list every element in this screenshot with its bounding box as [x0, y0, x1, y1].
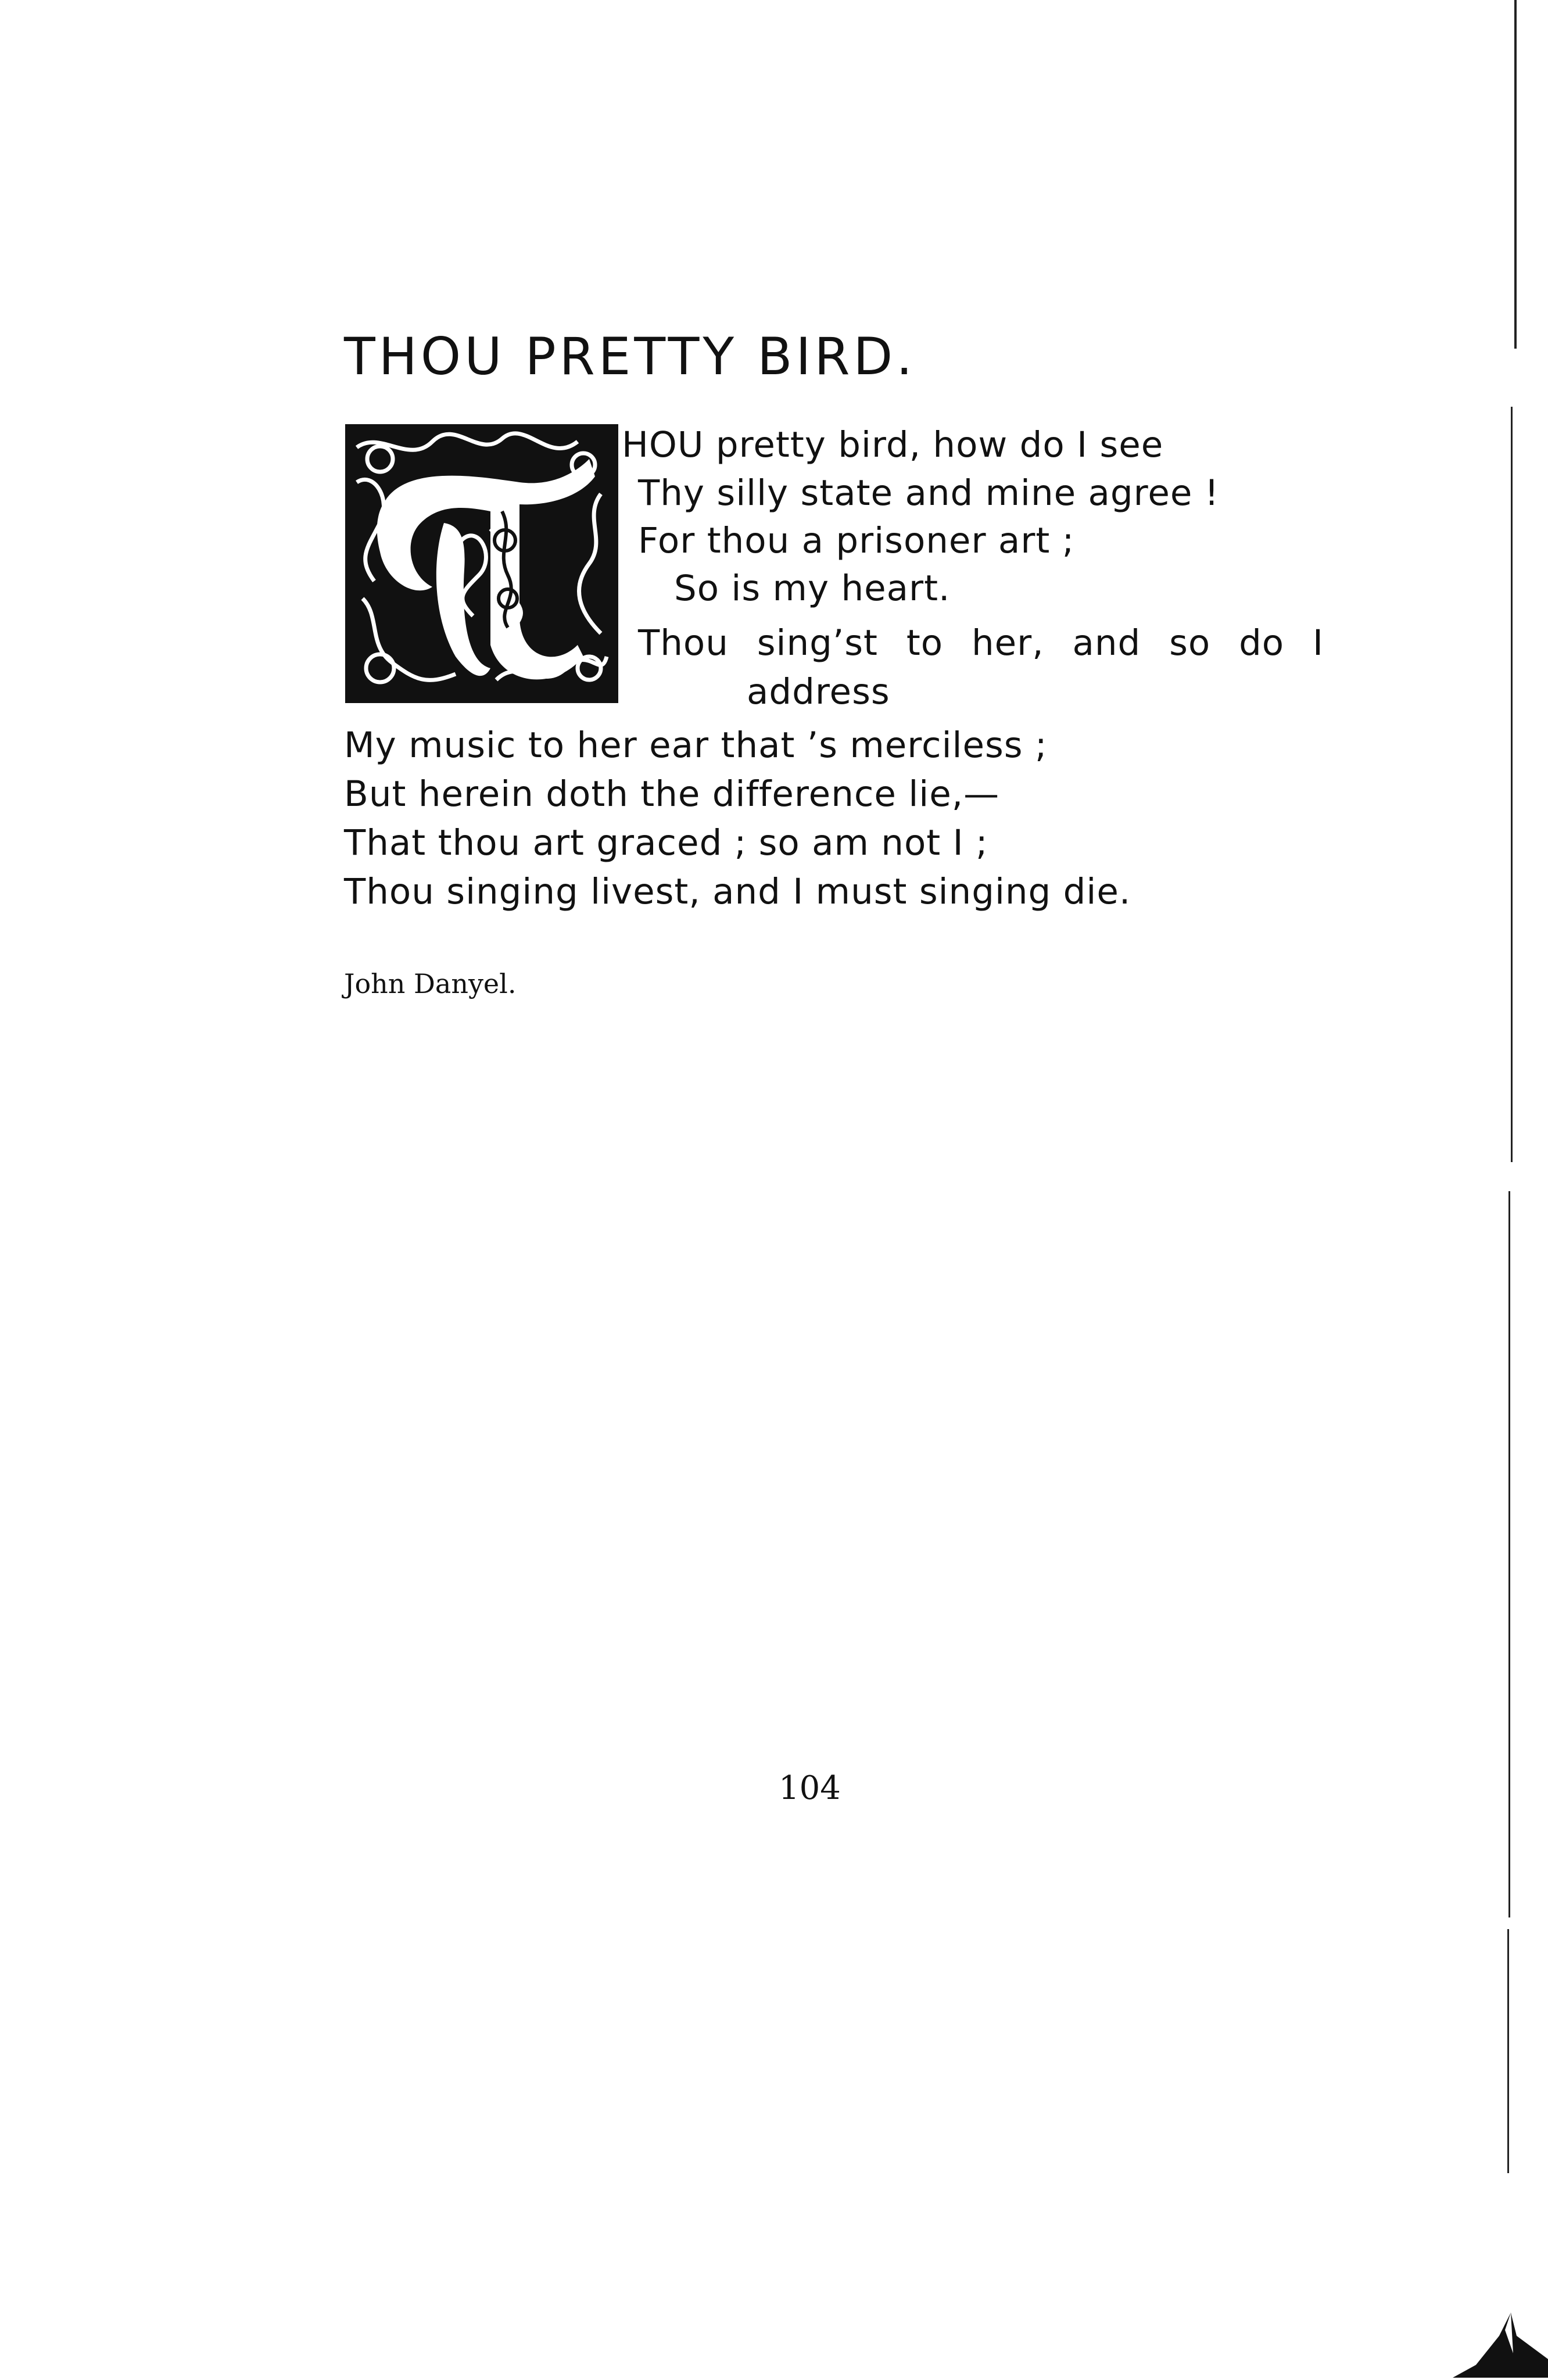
page-edge-shadow — [1514, 0, 1517, 349]
poem-line-6: address — [747, 671, 890, 712]
poem-line-5-word: so — [1169, 622, 1211, 664]
poem-line-3: For thou a prisoner art ; — [638, 520, 1075, 561]
scan-corner-artifact — [1453, 2301, 1548, 2378]
author-attribution: John Danyel. — [344, 968, 517, 999]
poem-line-8: But herein doth the difference lie,— — [344, 773, 1000, 815]
ornamental-drop-cap — [345, 424, 618, 703]
poem-line-9: That thou art graced ; so am not I ; — [344, 822, 988, 863]
poem-line-5-word: I — [1312, 622, 1324, 664]
poem-title: THOU PRETTY BIRD. — [344, 327, 916, 386]
poem-line-5-word: to — [906, 622, 944, 664]
page-edge-shadow — [1507, 1929, 1509, 2173]
poem-line-4: So is my heart. — [674, 568, 951, 609]
poem-line-1: HOU pretty bird, how do I see — [622, 424, 1164, 465]
poem-line-5-word: sing’st — [757, 622, 878, 664]
poem-line-5-word: do — [1239, 622, 1285, 664]
page-number: 104 — [779, 1769, 841, 1807]
poem-line-2: Thy silly state and mine agree ! — [638, 472, 1220, 514]
page-edge-shadow — [1508, 1191, 1510, 1917]
poem-line-5-word: Thou — [638, 622, 729, 664]
poem-line-10: Thou singing livest, and I must singing die. — [344, 871, 1131, 912]
page-edge-shadow — [1511, 407, 1513, 1162]
poem-line-5-word: and — [1072, 622, 1141, 664]
poem-line-5-word: her, — [971, 622, 1044, 664]
poem-line-5 — [638, 622, 1324, 664]
poem-line-7: My music to her ear that ’s merciless ; — [344, 725, 1048, 766]
